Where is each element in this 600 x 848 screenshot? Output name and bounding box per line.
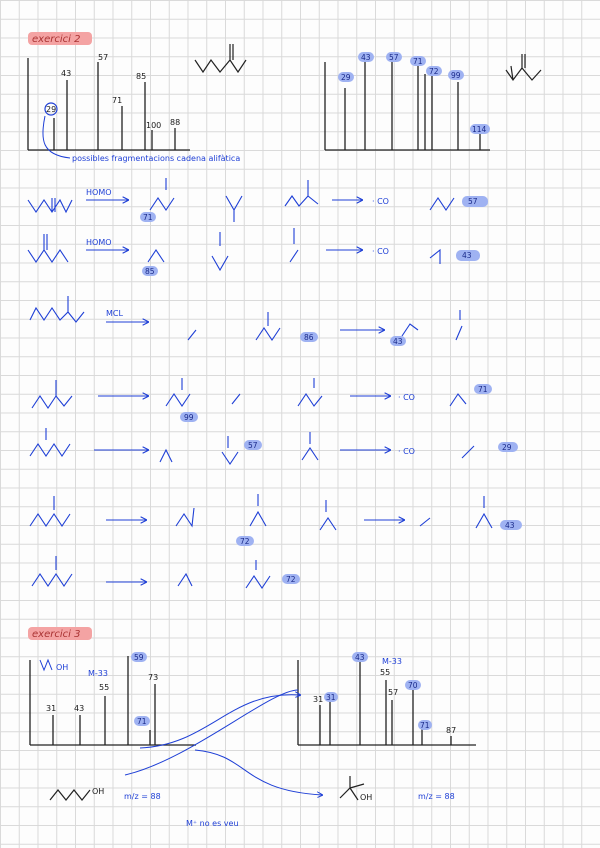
fragment	[166, 378, 190, 406]
ex3-header	[28, 627, 92, 640]
fragmentation-row-1-text	[86, 188, 488, 222]
fragment	[226, 196, 242, 222]
peak-label: 29	[341, 73, 351, 82]
peak-label: 71	[413, 57, 423, 66]
mz-label: 72	[240, 537, 250, 546]
peak-label: 43	[355, 653, 365, 662]
fragmentation-row-2-text	[86, 238, 480, 276]
reactant	[30, 428, 70, 456]
fragment	[160, 450, 172, 462]
mz-label: 85	[145, 267, 155, 276]
peak-label: 29	[46, 105, 57, 114]
ex3-tag: exercici 3	[32, 629, 81, 640]
peak-label: 99	[451, 71, 461, 80]
fragment	[430, 250, 440, 264]
fragment	[188, 330, 196, 340]
fragmentation-row-7	[32, 556, 270, 588]
peak-label: 73	[148, 673, 159, 682]
mz-label: 43	[505, 521, 515, 530]
peak-label: 43	[74, 704, 85, 713]
oh-label: OH	[360, 793, 373, 802]
fragment	[320, 500, 336, 530]
mz-label: 29	[502, 443, 512, 452]
reactant	[30, 296, 84, 322]
mz-value: m/z = 88	[418, 792, 455, 801]
peak-label: 55	[380, 668, 391, 677]
mz-label: 43	[393, 337, 403, 346]
reactant	[32, 556, 72, 586]
mz-label: 57	[468, 197, 478, 206]
mz-label: 99	[184, 413, 194, 422]
oh-label: OH	[92, 787, 105, 796]
mz-label: 71	[143, 213, 153, 222]
fragment	[176, 508, 194, 526]
fragment	[212, 232, 228, 270]
reactant	[30, 496, 70, 526]
peak-label: 114	[472, 125, 487, 134]
ex3-spectrum-1-labels	[40, 652, 158, 726]
peak-label: 71	[137, 717, 147, 726]
fragmentation-row-5-text	[244, 440, 518, 456]
peak-label: 87	[446, 726, 457, 735]
ex2-spectrum-2-labels	[338, 52, 490, 134]
molecule-ketone-2	[506, 54, 541, 80]
fragment	[148, 250, 164, 262]
peak-label: 31	[46, 704, 57, 713]
peak-label: 59	[134, 653, 144, 662]
mz-label: 72	[286, 575, 296, 584]
ex2-spectrum-1	[28, 58, 190, 150]
fragment	[222, 436, 238, 464]
fragment	[430, 198, 454, 210]
peak-label: 31	[313, 695, 324, 704]
note-pointer	[43, 116, 70, 158]
fragment	[302, 432, 318, 460]
fragmentation-row-1	[28, 178, 454, 222]
co-loss: · CO	[372, 247, 389, 256]
peak-label: 88	[170, 118, 181, 127]
mz-label: 43	[462, 251, 472, 260]
fragmentation-row-3	[30, 296, 462, 340]
fragment	[150, 178, 174, 210]
mz-label: 86	[304, 333, 314, 342]
arrow-label: MCL	[106, 309, 123, 318]
fragmentation-row-3-text	[106, 309, 406, 346]
co-loss: · CO	[372, 197, 389, 206]
fragment	[285, 180, 318, 206]
fragment	[290, 228, 298, 262]
reactant	[32, 380, 72, 408]
assignment-arrow	[125, 690, 298, 775]
fragmentation-row-6	[30, 494, 492, 530]
peak-label: 43	[361, 53, 371, 62]
mz-label: 71	[478, 385, 488, 394]
peak-label: 55	[99, 683, 110, 692]
ex2-header	[28, 32, 92, 45]
fragmentation-row-4-text	[180, 384, 492, 422]
ex3-spectrum-1	[30, 656, 196, 745]
fragment	[256, 312, 280, 340]
mass-loss-label: M-33	[382, 657, 402, 666]
ex2-note: possibles fragmentacions cadena alifàtica	[72, 154, 241, 163]
fragment	[178, 574, 192, 586]
molecule-ketone-1	[195, 44, 246, 72]
reactant	[28, 234, 68, 262]
peak-label: 31	[326, 693, 336, 702]
reactant	[28, 198, 72, 212]
assignment-arrow	[140, 695, 300, 748]
ex2-spectrum-1-labels	[45, 53, 180, 130]
fragment	[462, 446, 474, 458]
ex3-note: M⁺ no es veu	[186, 819, 239, 828]
peak-label: 72	[429, 67, 439, 76]
peak-label: 57	[389, 53, 399, 62]
fragmentation-row-6-text	[236, 520, 522, 546]
structure-sketch	[40, 660, 52, 670]
fragment	[246, 560, 270, 588]
peak-label: 71	[420, 721, 430, 730]
peak-label: 43	[61, 69, 72, 78]
fragment	[298, 378, 322, 406]
mz-value: m/z = 88	[124, 792, 161, 801]
ex2-tag: exercici 2	[32, 34, 81, 45]
fragment	[250, 494, 266, 526]
arrow-label: HOMO	[86, 238, 112, 247]
peak-label: 70	[408, 681, 418, 690]
oh-label: OH	[56, 663, 69, 672]
fragment	[456, 310, 462, 340]
molecule-alcohol-linear	[50, 790, 90, 800]
fragment	[402, 324, 418, 336]
mz-label: 57	[248, 441, 258, 450]
fragment	[420, 518, 430, 526]
ex3-spectrum-2-labels	[313, 652, 456, 735]
co-loss: · CO	[398, 447, 415, 456]
fragment	[450, 394, 466, 406]
assignment-arrow	[195, 750, 322, 795]
peak-label: 57	[98, 53, 109, 62]
fragment	[232, 394, 240, 404]
mass-loss-label: M-33	[88, 669, 108, 678]
peak-label: 71	[112, 96, 123, 105]
peak-label: 85	[136, 72, 147, 81]
fragmentation-row-7-text	[282, 574, 300, 584]
fragment	[476, 496, 492, 528]
peak-label: 57	[388, 688, 399, 697]
peak-label: 100	[146, 121, 162, 130]
arrow-label: HOMO	[86, 188, 112, 197]
co-loss: · CO	[398, 393, 415, 402]
